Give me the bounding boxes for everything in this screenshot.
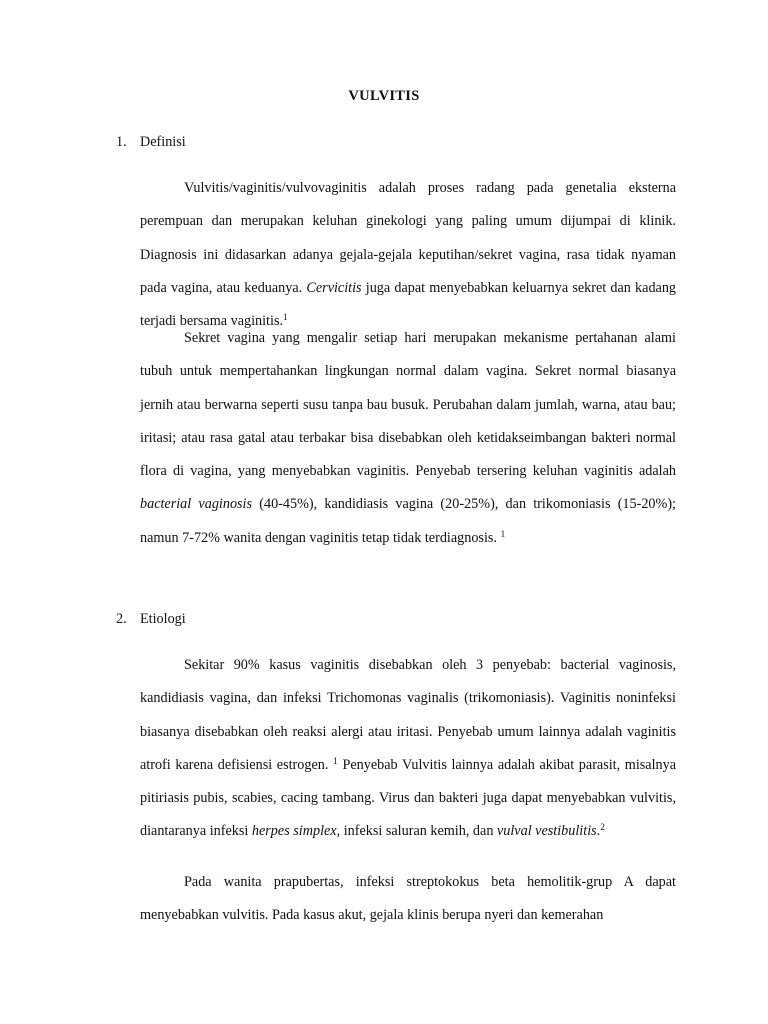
italic-term: Cervicitis <box>306 279 362 296</box>
footnote-ref: 1 <box>333 756 338 767</box>
paragraph-text: Pada wanita prapubertas, infeksi streptokokus beta hemolitik-grup A dapat menyebabkan vulvitis. Pada kasus akut, gejala klinis berupa nyeri dan kemerahan <box>140 874 676 924</box>
paragraph-etiologi-1 <box>140 649 676 849</box>
paragraph-definisi-2 <box>140 322 676 555</box>
paragraph-text: Penyebab Vulvitis lainnya adalah akibat parasit, misalnya pitiriasis pubis, scabies, cacing tambang. Virus dan bakteri juga dapat menyebabkan vulvitis, diantaranya infeksi <box>140 756 677 840</box>
footnote-ref: 2 <box>600 823 605 834</box>
section-heading-etiologi <box>116 611 186 628</box>
footnote-ref: 1 <box>283 313 288 324</box>
section-number: 1. <box>116 134 127 150</box>
paragraph-text: (40-45%), kandidiasis vagina (20-25%), dan trikomoniasis (15-20%); namun 7-72% wanita dengan vaginitis tetap tidak terdiagnosis. <box>140 496 676 546</box>
paragraph-text: Sekitar 90% kasus vaginitis disebabkan oleh 3 penyebab: bacterial vaginosis, kandidiasis vagina, dan infeksi Trichomonas vaginalis (trikomoniasis). Vaginitis noninfeksi biasanya disebabkan oleh reaksi alergi atau iritasi. Penyebab umum lainnya adalah vaginitis atrofi karena defisiensi estrogen. <box>140 657 676 773</box>
paragraph-text: , infeksi saluran kemih, dan <box>336 823 494 840</box>
paragraph-text: juga dapat menyebabkan keluarnya sekret dan kadang terjadi bersama vaginitis. <box>140 279 677 330</box>
italic-term: herpes simplex <box>251 823 337 840</box>
italic-term: bacterial vaginosis <box>140 496 253 513</box>
section-number: 2. <box>116 611 127 627</box>
paragraph-definisi-1 <box>140 172 676 338</box>
section-heading-definisi <box>116 134 186 151</box>
section-title: Definisi <box>140 134 186 150</box>
paragraph-text: Vulvitis/vaginitis/vulvovaginitis adalah proses radang pada genetalia eksterna perempuan dan merupakan keluhan ginekologi yang paling umum dijumpai di klinik. Diagnosis ini didasarkan adanya gejala-gejala keputihan/sekret vagina, rasa tidak nyaman pada vagina, atau keduanya. <box>140 180 676 296</box>
paragraph-etiologi-2 <box>140 866 676 933</box>
italic-term: vulval vestibulitis <box>496 823 597 840</box>
paragraph-text: Sekret vagina yang mengalir setiap hari merupakan mekanisme pertahanan alami tubuh untuk mempertahankan lingkungan normal dalam vagina. Sekret normal biasanya jernih atau berwarna seperti susu tanpa bau busuk. Perubahan dalam jumlah, warna, atau bau; iritasi; atau rasa gatal atau terbakar bisa disebabkan oleh ketidakseimbangan bakteri normal flora di vagina, yang menyebabkan vaginitis. Penyebab tersering keluhan vaginitis adalah <box>140 330 676 480</box>
section-title: Etiologi <box>140 611 186 627</box>
footnote-ref: 1 <box>500 529 506 540</box>
document-title: VULVITIS <box>348 88 420 104</box>
paragraph-text: . <box>596 823 601 840</box>
